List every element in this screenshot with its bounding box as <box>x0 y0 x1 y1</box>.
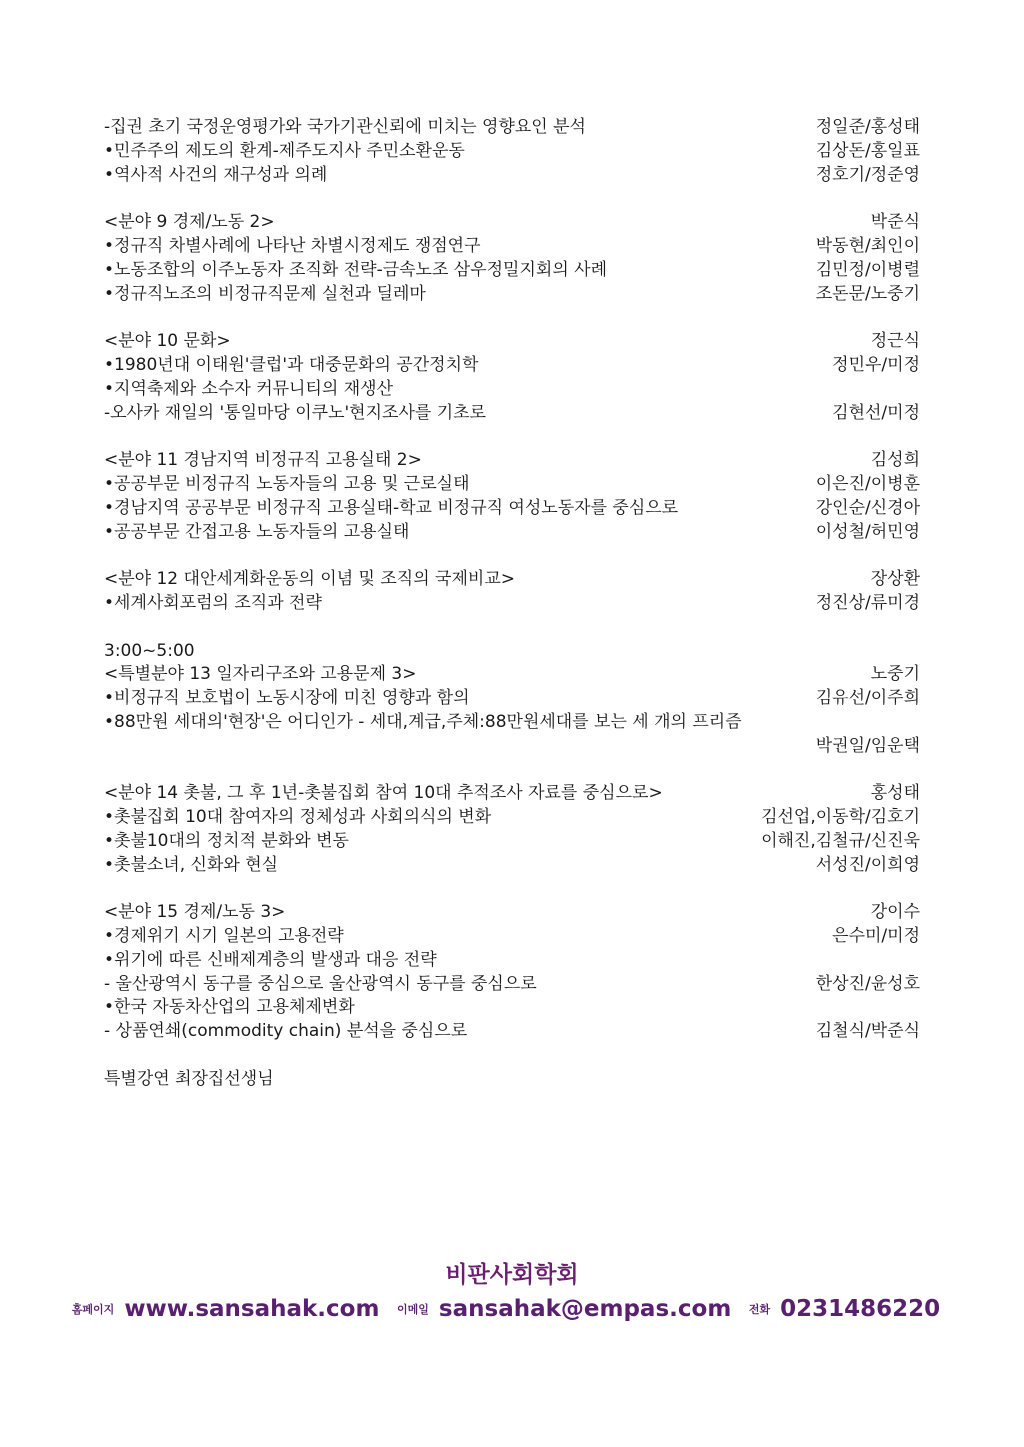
presenters: 강인순/신경아 <box>815 497 920 518</box>
presenters: 정일준/홍성태 <box>815 117 920 137</box>
section-heading <box>104 663 920 687</box>
session-title: •88만원 세대의'현장'은 어디인가 - 세대,계급,주체:88만원세대를 보는 세 개의 프리즘 <box>104 711 742 732</box>
presenters: 정진상/류미경 <box>815 592 920 613</box>
spacer <box>104 616 920 640</box>
section-title: <분야 10 문화> <box>104 331 231 352</box>
phone-label: 전화 <box>748 1303 771 1316</box>
section-heading <box>104 901 920 925</box>
section-heading <box>104 211 920 235</box>
session-title: -집권 초기 국정운영평가와 국가기관신뢰에 미치는 영향요인 분석 <box>104 117 586 137</box>
presenters: 김선업,이동학/김호기 <box>761 807 920 828</box>
program-line <box>104 1020 920 1044</box>
org-name: 비판사회학회 <box>445 1262 579 1288</box>
spacer <box>104 878 920 902</box>
phone-number: 0231486220 <box>780 1296 941 1322</box>
presenters: 김유선/이주희 <box>815 688 920 709</box>
special-lecture <box>104 1068 920 1092</box>
homepage-label: 홈페이지 <box>71 1303 115 1316</box>
email-link[interactable]: sansahak@empas.com <box>438 1296 732 1322</box>
presenters: 서성진/이희영 <box>815 854 920 875</box>
program-line <box>104 140 920 164</box>
presenters: 박권일/임운택 <box>815 735 920 756</box>
presenters: 이해진,김철규/신진욱 <box>761 830 920 851</box>
time-slot <box>104 640 920 664</box>
presenters: 이성철/허민영 <box>815 521 920 542</box>
program-line <box>104 283 920 307</box>
section-title: <분야 15 경제/노동 3> <box>104 902 286 923</box>
spacer <box>104 425 920 449</box>
spacer <box>104 1044 920 1068</box>
session-title: •한국 자동차산업의 고용체제변화 <box>104 997 355 1018</box>
session-title: •1980년대 이태원'클럽'과 대중문화의 공간정치학 <box>104 354 479 375</box>
session-title: •경제위기 시기 일본의 고용전략 <box>104 926 344 947</box>
section-chair: 노중기 <box>870 664 920 685</box>
program-line <box>104 378 920 402</box>
spacer <box>104 544 920 568</box>
section-title: <분야 11 경남지역 비정규직 고용실태 2> <box>104 450 422 471</box>
program-line <box>104 402 920 426</box>
section-title: <특별분야 13 일자리구조와 고용문제 3> <box>104 664 417 685</box>
section-chair: 정근식 <box>870 331 920 352</box>
program-line <box>104 687 920 711</box>
homepage-link[interactable]: www.sansahak.com <box>124 1296 380 1322</box>
program-document <box>104 116 920 1092</box>
section-title: <분야 12 대안세계화운동의 이념 및 조직의 국제비교> <box>104 569 515 590</box>
session-title: •세계사회포럼의 조직과 전략 <box>104 592 322 613</box>
program-line <box>104 116 920 140</box>
section-chair: 홍성태 <box>870 783 920 804</box>
section-chair: 강이수 <box>870 902 920 923</box>
section-chair: 박준식 <box>870 212 920 233</box>
session-subtitle: - 상품연쇄(commodity chain) 분석을 중심으로 <box>104 1021 468 1042</box>
section-title: <분야 14 촛불, 그 후 1년-촛불집회 참여 10대 추적조사 자료를 중심으로> <box>104 783 663 804</box>
presenters: 김철식/박준식 <box>815 1021 920 1042</box>
presenters: 정호기/정준영 <box>815 164 920 185</box>
presenters: 은수미/미정 <box>832 926 920 947</box>
time-range: 3:00~5:00 <box>104 640 195 661</box>
email-label: 이메일 <box>397 1303 429 1316</box>
presenters: 한상진/윤성호 <box>815 973 920 994</box>
program-line <box>104 592 920 616</box>
section-chair: 장상환 <box>870 569 920 590</box>
section-heading <box>104 782 920 806</box>
presenters: 김민정/이병렬 <box>815 259 920 280</box>
session-title: •경남지역 공공부문 비정규직 고용실태-학교 비정규직 여성노동자를 중심으로 <box>104 497 679 518</box>
session-title: •정규직노조의 비정규직문제 실천과 딜레마 <box>104 283 426 304</box>
session-title: •촛불10대의 정치적 분화와 변동 <box>104 830 349 851</box>
program-line <box>104 973 920 997</box>
section-title: <분야 9 경제/노동 2> <box>104 212 275 233</box>
section-heading <box>104 568 920 592</box>
program-line <box>104 711 920 735</box>
presenters: 정민우/미정 <box>832 354 920 375</box>
program-line <box>104 473 920 497</box>
spacer <box>104 306 920 330</box>
spacer <box>104 759 920 783</box>
session-title: •촛불집회 10대 참여자의 정체성과 사회의식의 변화 <box>104 807 492 828</box>
session-title: •정규직 차별사례에 나타난 차별시정제도 쟁점연구 <box>104 235 481 256</box>
presenters: 조돈문/노중기 <box>815 283 920 304</box>
program-line <box>104 735 920 759</box>
program-line <box>104 949 920 973</box>
program-line <box>104 830 920 854</box>
session-title: •민주주의 제도의 환계-제주도지사 주민소환운동 <box>104 140 465 161</box>
session-title: •지역축제와 소수자 커뮤니티의 재생산 <box>104 378 393 399</box>
presenters: 김현선/미정 <box>832 402 920 423</box>
section-chair: 김성희 <box>870 450 920 471</box>
presenters: 김상돈/홍일표 <box>815 140 920 161</box>
spacer <box>104 187 920 211</box>
program-line <box>104 497 920 521</box>
session-title: •비정규직 보호법이 노동시장에 미친 영향과 함의 <box>104 688 470 709</box>
presenters: 이은진/이병훈 <box>815 473 920 494</box>
section-heading <box>104 330 920 354</box>
session-title: •노동조합의 이주노동자 조직화 전략-금속노조 삼우정밀지회의 사례 <box>104 259 607 280</box>
session-title: •역사적 사건의 재구성과 의례 <box>104 164 328 185</box>
session-title: •촛불소녀, 신화와 현실 <box>104 854 279 875</box>
session-title: •위기에 따른 신배제계층의 발생과 대응 전략 <box>104 949 437 970</box>
program-line <box>104 354 920 378</box>
program-line <box>104 925 920 949</box>
program-line <box>104 235 920 259</box>
session-title: •공공부문 간접고용 노동자들의 고용실태 <box>104 521 410 542</box>
session-title: •공공부문 비정규직 노동자들의 고용 및 근로실태 <box>104 473 470 494</box>
program-line <box>104 164 920 188</box>
section-heading <box>104 449 920 473</box>
program-line <box>104 854 920 878</box>
session-subtitle: - 울산광역시 동구를 중심으로 울산광역시 동구를 중심으로 <box>104 973 537 994</box>
special-lecture-text: 특별강연 최장집선생님 <box>104 1068 274 1089</box>
program-line <box>104 521 920 545</box>
session-subtitle: -오사카 재일의 '통일마당 이쿠노'현지조사를 기초로 <box>104 402 486 423</box>
presenters: 박동현/최인이 <box>815 235 920 256</box>
program-line <box>104 996 920 1020</box>
program-line <box>104 806 920 830</box>
program-line <box>104 259 920 283</box>
contact-info <box>0 1296 1024 1322</box>
